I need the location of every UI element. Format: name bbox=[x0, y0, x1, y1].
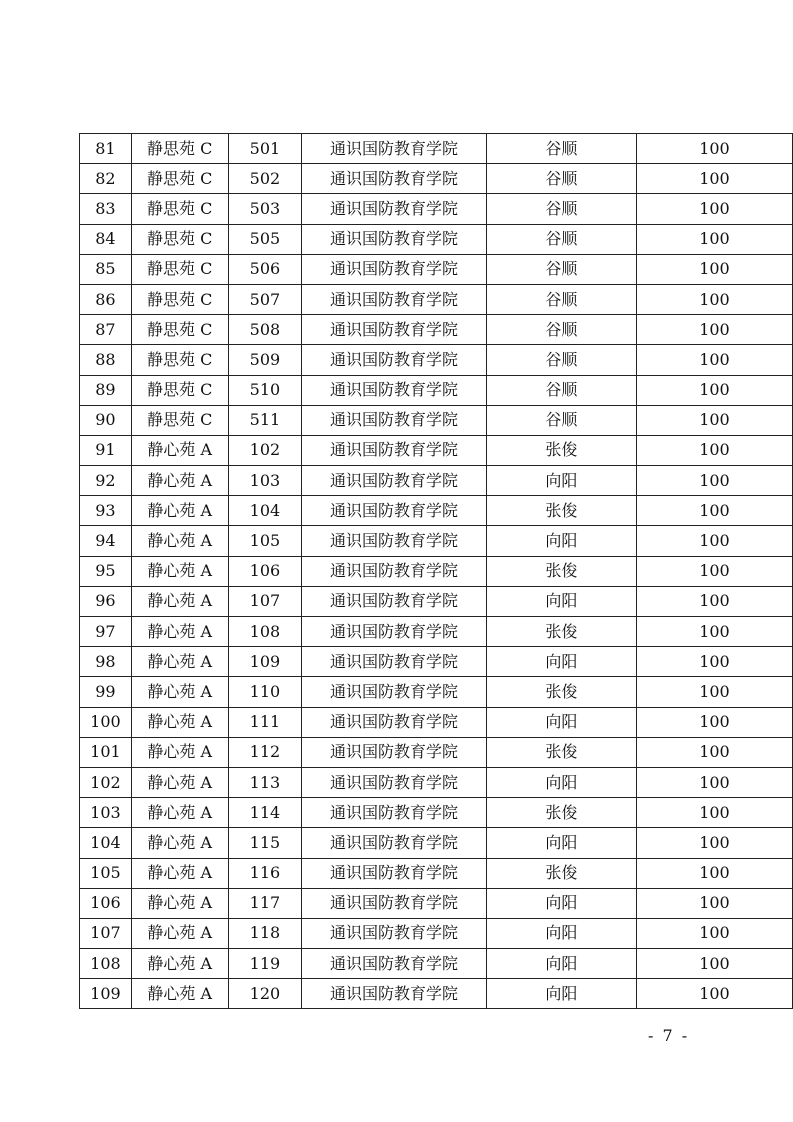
row-number-cell: 90 bbox=[80, 405, 132, 435]
inspector-cell: 谷顺 bbox=[486, 134, 636, 164]
inspector-cell: 向阳 bbox=[486, 767, 636, 797]
building-cell: 静心苑 A bbox=[131, 496, 228, 526]
college-cell: 通识国防教育学院 bbox=[302, 617, 487, 647]
room-number-cell: 105 bbox=[228, 526, 302, 556]
score-cell: 100 bbox=[636, 707, 792, 737]
row-number-cell: 95 bbox=[80, 556, 132, 586]
table-row bbox=[80, 617, 793, 647]
building-cell: 静心苑 A bbox=[131, 918, 228, 948]
row-number-cell: 106 bbox=[80, 888, 132, 918]
score-cell: 100 bbox=[636, 647, 792, 677]
building-cell: 静思苑 C bbox=[131, 345, 228, 375]
inspector-cell: 谷顺 bbox=[486, 194, 636, 224]
table-row bbox=[80, 254, 793, 284]
building-cell: 静心苑 A bbox=[131, 556, 228, 586]
building-cell: 静心苑 A bbox=[131, 526, 228, 556]
table-row bbox=[80, 375, 793, 405]
row-number-cell: 84 bbox=[80, 224, 132, 254]
college-cell: 通识国防教育学院 bbox=[302, 918, 487, 948]
dormitory-score-table bbox=[79, 133, 793, 1009]
page-number: - 7 - bbox=[648, 1026, 690, 1045]
table-row bbox=[80, 767, 793, 797]
building-cell: 静心苑 A bbox=[131, 979, 228, 1009]
inspector-cell: 向阳 bbox=[486, 466, 636, 496]
row-number-cell: 92 bbox=[80, 466, 132, 496]
inspector-cell: 张俊 bbox=[486, 798, 636, 828]
inspector-cell: 张俊 bbox=[486, 435, 636, 465]
score-cell: 100 bbox=[636, 284, 792, 314]
building-cell: 静心苑 A bbox=[131, 798, 228, 828]
score-cell: 100 bbox=[636, 435, 792, 465]
table-row bbox=[80, 888, 793, 918]
row-number-cell: 109 bbox=[80, 979, 132, 1009]
building-cell: 静思苑 C bbox=[131, 254, 228, 284]
room-number-cell: 501 bbox=[228, 134, 302, 164]
score-cell: 100 bbox=[636, 315, 792, 345]
college-cell: 通识国防教育学院 bbox=[302, 224, 487, 254]
table-row bbox=[80, 224, 793, 254]
building-cell: 静思苑 C bbox=[131, 134, 228, 164]
row-number-cell: 102 bbox=[80, 767, 132, 797]
table-row bbox=[80, 435, 793, 465]
building-cell: 静心苑 A bbox=[131, 647, 228, 677]
room-number-cell: 119 bbox=[228, 949, 302, 979]
room-number-cell: 503 bbox=[228, 194, 302, 224]
building-cell: 静思苑 C bbox=[131, 194, 228, 224]
college-cell: 通识国防教育学院 bbox=[302, 737, 487, 767]
college-cell: 通识国防教育学院 bbox=[302, 526, 487, 556]
building-cell: 静思苑 C bbox=[131, 164, 228, 194]
room-number-cell: 509 bbox=[228, 345, 302, 375]
college-cell: 通识国防教育学院 bbox=[302, 194, 487, 224]
score-cell: 100 bbox=[636, 979, 792, 1009]
inspector-cell: 向阳 bbox=[486, 888, 636, 918]
score-cell: 100 bbox=[636, 345, 792, 375]
score-cell: 100 bbox=[636, 949, 792, 979]
college-cell: 通识国防教育学院 bbox=[302, 798, 487, 828]
score-cell: 100 bbox=[636, 526, 792, 556]
row-number-cell: 103 bbox=[80, 798, 132, 828]
inspector-cell: 向阳 bbox=[486, 828, 636, 858]
score-cell: 100 bbox=[636, 496, 792, 526]
college-cell: 通识国防教育学院 bbox=[302, 345, 487, 375]
building-cell: 静心苑 A bbox=[131, 888, 228, 918]
inspector-cell: 向阳 bbox=[486, 949, 636, 979]
building-cell: 静心苑 A bbox=[131, 737, 228, 767]
score-cell: 100 bbox=[636, 677, 792, 707]
row-number-cell: 97 bbox=[80, 617, 132, 647]
score-cell: 100 bbox=[636, 888, 792, 918]
building-cell: 静心苑 A bbox=[131, 677, 228, 707]
score-cell: 100 bbox=[636, 858, 792, 888]
college-cell: 通识国防教育学院 bbox=[302, 254, 487, 284]
room-number-cell: 115 bbox=[228, 828, 302, 858]
table-row bbox=[80, 949, 793, 979]
table-body bbox=[80, 134, 793, 1009]
score-cell: 100 bbox=[636, 798, 792, 828]
inspector-cell: 向阳 bbox=[486, 647, 636, 677]
inspector-cell: 张俊 bbox=[486, 617, 636, 647]
inspector-cell: 张俊 bbox=[486, 677, 636, 707]
inspector-cell: 向阳 bbox=[486, 586, 636, 616]
score-cell: 100 bbox=[636, 194, 792, 224]
college-cell: 通识国防教育学院 bbox=[302, 496, 487, 526]
room-number-cell: 109 bbox=[228, 647, 302, 677]
row-number-cell: 104 bbox=[80, 828, 132, 858]
building-cell: 静心苑 A bbox=[131, 617, 228, 647]
score-cell: 100 bbox=[636, 466, 792, 496]
inspector-cell: 谷顺 bbox=[486, 315, 636, 345]
table-row bbox=[80, 466, 793, 496]
table-row bbox=[80, 556, 793, 586]
room-number-cell: 507 bbox=[228, 284, 302, 314]
score-cell: 100 bbox=[636, 134, 792, 164]
score-cell: 100 bbox=[636, 918, 792, 948]
room-number-cell: 107 bbox=[228, 586, 302, 616]
table-row bbox=[80, 707, 793, 737]
inspector-cell: 谷顺 bbox=[486, 284, 636, 314]
room-number-cell: 110 bbox=[228, 677, 302, 707]
college-cell: 通识国防教育学院 bbox=[302, 647, 487, 677]
room-number-cell: 108 bbox=[228, 617, 302, 647]
room-number-cell: 103 bbox=[228, 466, 302, 496]
row-number-cell: 100 bbox=[80, 707, 132, 737]
building-cell: 静思苑 C bbox=[131, 405, 228, 435]
row-number-cell: 108 bbox=[80, 949, 132, 979]
score-cell: 100 bbox=[636, 767, 792, 797]
table-row bbox=[80, 315, 793, 345]
table-row bbox=[80, 858, 793, 888]
college-cell: 通识国防教育学院 bbox=[302, 164, 487, 194]
room-number-cell: 117 bbox=[228, 888, 302, 918]
college-cell: 通识国防教育学院 bbox=[302, 828, 487, 858]
table-row bbox=[80, 737, 793, 767]
college-cell: 通识国防教育学院 bbox=[302, 284, 487, 314]
score-cell: 100 bbox=[636, 405, 792, 435]
row-number-cell: 82 bbox=[80, 164, 132, 194]
room-number-cell: 114 bbox=[228, 798, 302, 828]
building-cell: 静心苑 A bbox=[131, 707, 228, 737]
college-cell: 通识国防教育学院 bbox=[302, 435, 487, 465]
row-number-cell: 93 bbox=[80, 496, 132, 526]
score-cell: 100 bbox=[636, 828, 792, 858]
college-cell: 通识国防教育学院 bbox=[302, 979, 487, 1009]
room-number-cell: 505 bbox=[228, 224, 302, 254]
inspector-cell: 谷顺 bbox=[486, 405, 636, 435]
score-cell: 100 bbox=[636, 586, 792, 616]
score-cell: 100 bbox=[636, 617, 792, 647]
inspector-cell: 张俊 bbox=[486, 858, 636, 888]
room-number-cell: 102 bbox=[228, 435, 302, 465]
table-row bbox=[80, 586, 793, 616]
building-cell: 静心苑 A bbox=[131, 858, 228, 888]
inspector-cell: 谷顺 bbox=[486, 345, 636, 375]
inspector-cell: 张俊 bbox=[486, 496, 636, 526]
room-number-cell: 116 bbox=[228, 858, 302, 888]
row-number-cell: 107 bbox=[80, 918, 132, 948]
building-cell: 静心苑 A bbox=[131, 586, 228, 616]
college-cell: 通识国防教育学院 bbox=[302, 556, 487, 586]
row-number-cell: 105 bbox=[80, 858, 132, 888]
table-row bbox=[80, 828, 793, 858]
room-number-cell: 120 bbox=[228, 979, 302, 1009]
building-cell: 静心苑 A bbox=[131, 466, 228, 496]
table-row bbox=[80, 164, 793, 194]
room-number-cell: 508 bbox=[228, 315, 302, 345]
room-number-cell: 104 bbox=[228, 496, 302, 526]
inspector-cell: 向阳 bbox=[486, 526, 636, 556]
table-row bbox=[80, 284, 793, 314]
table-row bbox=[80, 918, 793, 948]
room-number-cell: 510 bbox=[228, 375, 302, 405]
inspector-cell: 谷顺 bbox=[486, 224, 636, 254]
row-number-cell: 99 bbox=[80, 677, 132, 707]
inspector-cell: 谷顺 bbox=[486, 254, 636, 284]
row-number-cell: 94 bbox=[80, 526, 132, 556]
building-cell: 静思苑 C bbox=[131, 375, 228, 405]
room-number-cell: 511 bbox=[228, 405, 302, 435]
inspector-cell: 向阳 bbox=[486, 979, 636, 1009]
college-cell: 通识国防教育学院 bbox=[302, 767, 487, 797]
inspector-cell: 张俊 bbox=[486, 556, 636, 586]
table-row bbox=[80, 496, 793, 526]
college-cell: 通识国防教育学院 bbox=[302, 315, 487, 345]
building-cell: 静心苑 A bbox=[131, 828, 228, 858]
inspector-cell: 谷顺 bbox=[486, 375, 636, 405]
building-cell: 静思苑 C bbox=[131, 315, 228, 345]
row-number-cell: 83 bbox=[80, 194, 132, 224]
building-cell: 静思苑 C bbox=[131, 224, 228, 254]
row-number-cell: 86 bbox=[80, 284, 132, 314]
room-number-cell: 502 bbox=[228, 164, 302, 194]
college-cell: 通识国防教育学院 bbox=[302, 677, 487, 707]
table-row bbox=[80, 345, 793, 375]
row-number-cell: 101 bbox=[80, 737, 132, 767]
row-number-cell: 98 bbox=[80, 647, 132, 677]
building-cell: 静思苑 C bbox=[131, 284, 228, 314]
room-number-cell: 113 bbox=[228, 767, 302, 797]
college-cell: 通识国防教育学院 bbox=[302, 375, 487, 405]
room-number-cell: 112 bbox=[228, 737, 302, 767]
score-cell: 100 bbox=[636, 164, 792, 194]
building-cell: 静心苑 A bbox=[131, 767, 228, 797]
college-cell: 通识国防教育学院 bbox=[302, 858, 487, 888]
building-cell: 静心苑 A bbox=[131, 435, 228, 465]
row-number-cell: 81 bbox=[80, 134, 132, 164]
table-row bbox=[80, 526, 793, 556]
score-cell: 100 bbox=[636, 556, 792, 586]
college-cell: 通识国防教育学院 bbox=[302, 888, 487, 918]
table-row bbox=[80, 194, 793, 224]
college-cell: 通识国防教育学院 bbox=[302, 466, 487, 496]
row-number-cell: 85 bbox=[80, 254, 132, 284]
table-row bbox=[80, 134, 793, 164]
table-row bbox=[80, 677, 793, 707]
score-cell: 100 bbox=[636, 375, 792, 405]
inspector-cell: 张俊 bbox=[486, 737, 636, 767]
college-cell: 通识国防教育学院 bbox=[302, 134, 487, 164]
room-number-cell: 118 bbox=[228, 918, 302, 948]
score-cell: 100 bbox=[636, 737, 792, 767]
score-cell: 100 bbox=[636, 224, 792, 254]
table-row bbox=[80, 647, 793, 677]
room-number-cell: 111 bbox=[228, 707, 302, 737]
row-number-cell: 91 bbox=[80, 435, 132, 465]
row-number-cell: 87 bbox=[80, 315, 132, 345]
college-cell: 通识国防教育学院 bbox=[302, 949, 487, 979]
room-number-cell: 506 bbox=[228, 254, 302, 284]
building-cell: 静心苑 A bbox=[131, 949, 228, 979]
row-number-cell: 96 bbox=[80, 586, 132, 616]
document-table-container bbox=[79, 133, 793, 1009]
college-cell: 通识国防教育学院 bbox=[302, 405, 487, 435]
room-number-cell: 106 bbox=[228, 556, 302, 586]
inspector-cell: 向阳 bbox=[486, 707, 636, 737]
college-cell: 通识国防教育学院 bbox=[302, 707, 487, 737]
table-row bbox=[80, 979, 793, 1009]
inspector-cell: 向阳 bbox=[486, 918, 636, 948]
table-row bbox=[80, 405, 793, 435]
score-cell: 100 bbox=[636, 254, 792, 284]
college-cell: 通识国防教育学院 bbox=[302, 586, 487, 616]
row-number-cell: 89 bbox=[80, 375, 132, 405]
inspector-cell: 谷顺 bbox=[486, 164, 636, 194]
row-number-cell: 88 bbox=[80, 345, 132, 375]
table-row bbox=[80, 798, 793, 828]
